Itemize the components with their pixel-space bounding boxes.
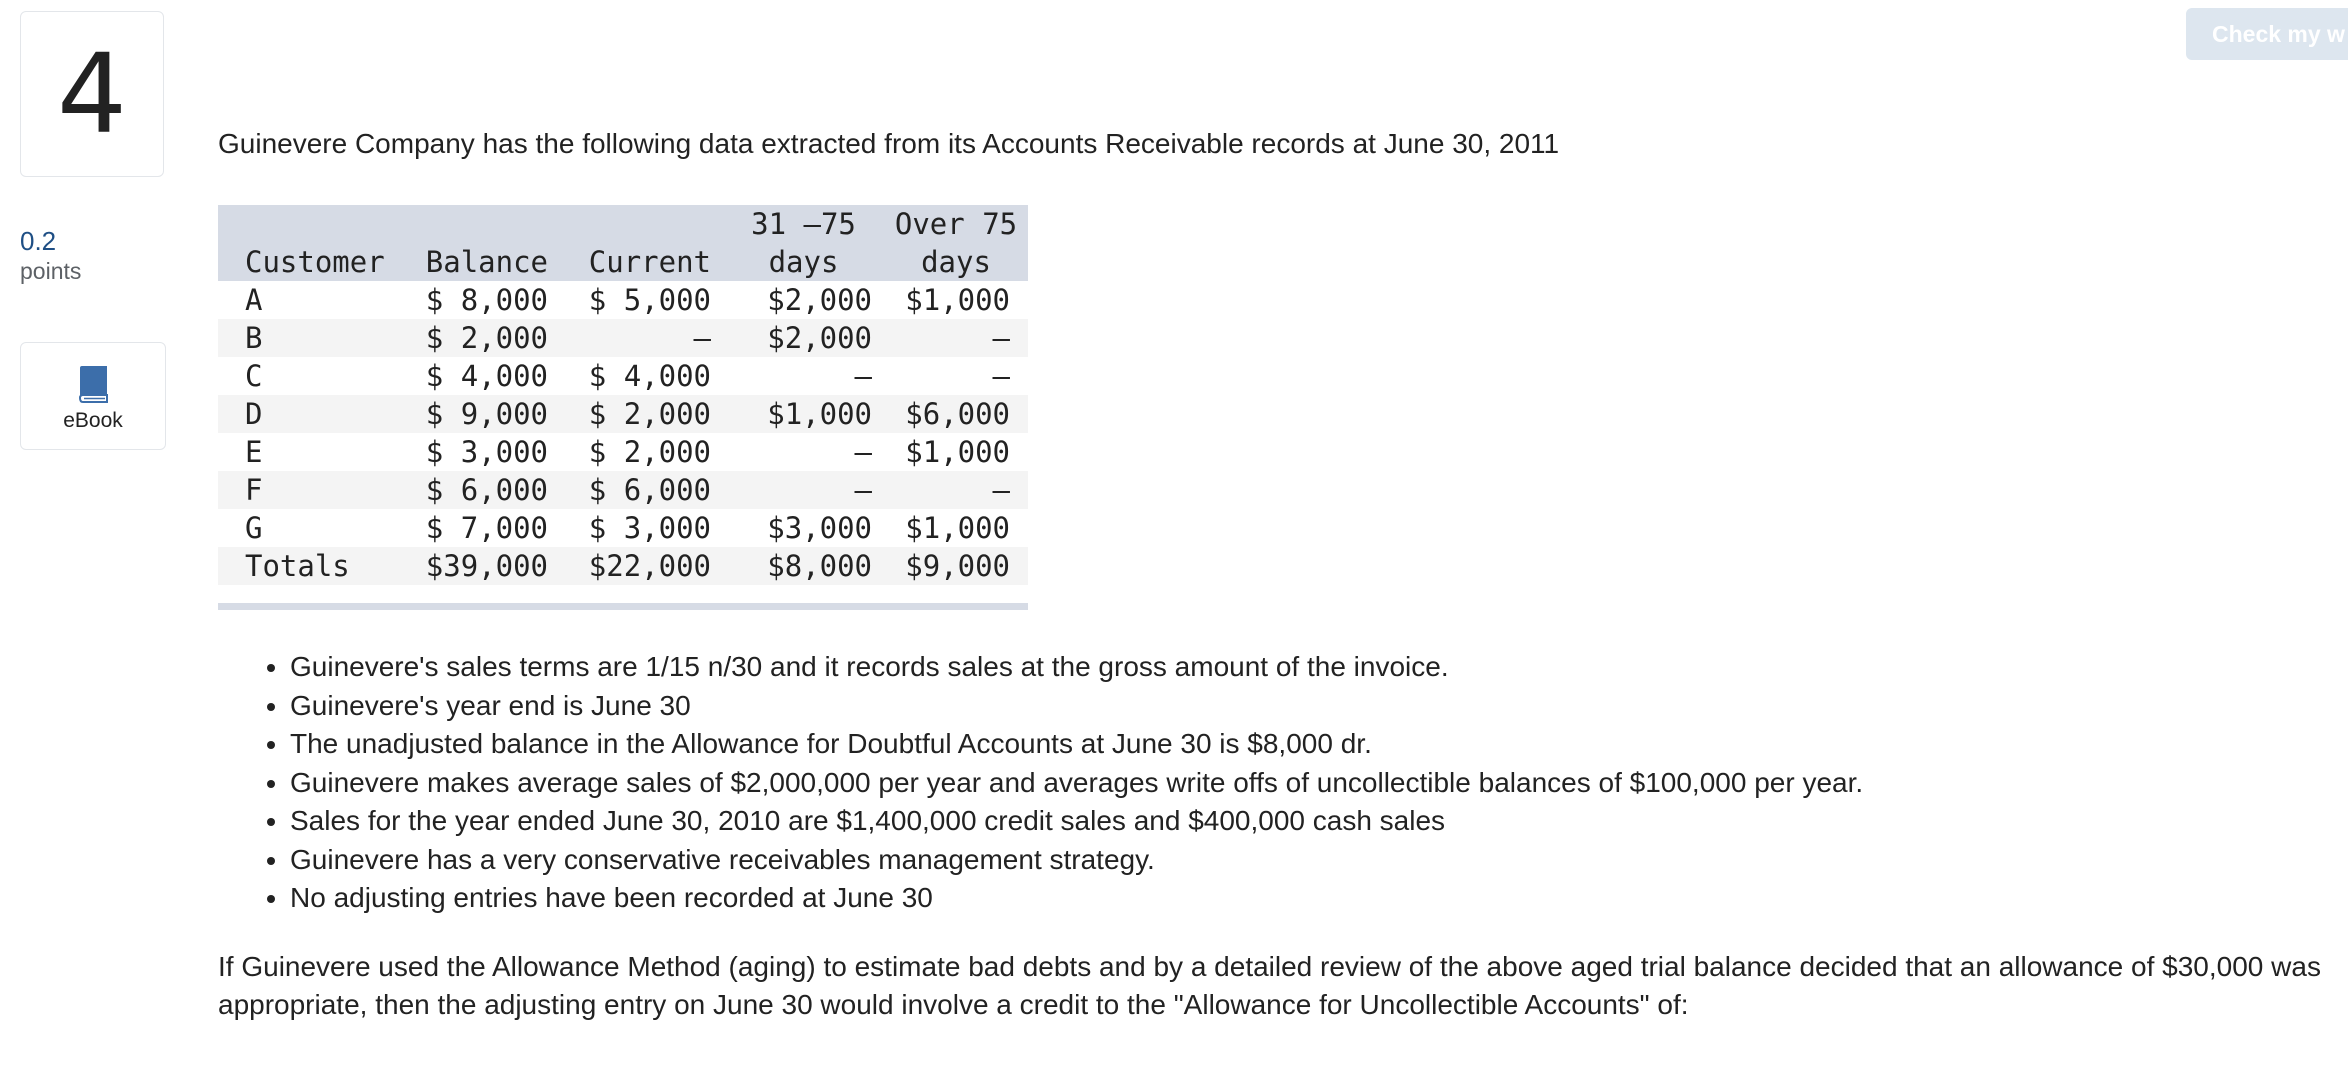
table-row: [218, 281, 1028, 319]
list-item: • The unadjusted balance in the Allowance for Doubtful Accounts at June 30 is $8,000 dr.: [290, 725, 1863, 764]
cell-31-75: $2,000: [767, 321, 872, 355]
cell-31-75: $2,000: [767, 283, 872, 317]
cell-current: –: [693, 321, 711, 355]
table-bottom-border: [218, 603, 1028, 610]
cell-customer: F: [245, 473, 263, 507]
list-item: • Guinevere has a very conservative receivables management strategy.: [290, 841, 1863, 880]
cell-balance: $ 2,000: [425, 321, 548, 355]
cell-balance: $ 7,000: [425, 511, 548, 545]
list-item: • Sales for the year ended June 30, 2010 are $1,400,000 credit sales and $400,000 cash sales: [290, 802, 1863, 841]
cell-31-75: –: [854, 473, 872, 507]
book-icon: [76, 365, 110, 403]
table-row: [218, 509, 1028, 547]
cell-over-75: –: [992, 321, 1010, 355]
points-block: [20, 226, 81, 286]
table-row: [218, 319, 1028, 357]
cell-balance: $ 6,000: [425, 473, 548, 507]
cell-customer: Totals: [245, 549, 350, 583]
header-customer: Customer: [245, 245, 385, 279]
points-label: points: [20, 258, 82, 284]
points-value: 0.2: [20, 226, 57, 256]
cell-over-75: $1,000: [905, 283, 1010, 317]
header-31-75-days: [723, 205, 884, 281]
cell-balance: $ 4,000: [425, 359, 548, 393]
cell-current: $22,000: [588, 549, 711, 583]
cell-31-75: –: [854, 359, 872, 393]
cell-over-75: $6,000: [905, 397, 1010, 431]
cell-current: $ 5,000: [588, 283, 711, 317]
cell-customer: E: [245, 435, 263, 469]
header-31-75-top: 31 –75: [751, 207, 856, 241]
cell-current: $ 2,000: [588, 435, 711, 469]
cell-customer: B: [245, 321, 263, 355]
check-my-work-button[interactable]: Check my w: [2186, 8, 2348, 60]
table-header-row: [218, 205, 1028, 281]
cell-31-75: $3,000: [767, 511, 872, 545]
header-balance: Balance: [425, 245, 548, 279]
list-item: • Guinevere makes average sales of $2,000,000 per year and averages write offs of uncollectible balances of $100,000 per year.: [290, 764, 1863, 803]
cell-over-75: $1,000: [905, 435, 1010, 469]
table-row-totals: [218, 547, 1028, 585]
aging-table: [218, 205, 1028, 610]
header-current: Current: [588, 245, 711, 279]
cell-31-75: $8,000: [767, 549, 872, 583]
header-31-75-bottom: days: [768, 245, 839, 279]
question-number: 4: [20, 11, 164, 177]
list-item: • No adjusting entries have been recorded at June 30: [290, 879, 1863, 918]
cell-balance: $ 8,000: [425, 283, 548, 317]
list-item: • Guinevere's sales terms are 1/15 n/30 and it records sales at the gross amount of the invoice.: [290, 648, 1863, 687]
cell-over-75: $1,000: [905, 511, 1010, 545]
ebook-label: eBook: [63, 409, 123, 432]
table-row: [218, 357, 1028, 395]
cell-current: $ 2,000: [588, 397, 711, 431]
cell-current: $ 3,000: [588, 511, 711, 545]
table-row: [218, 471, 1028, 509]
question-intro: Guinevere Company has the following data extracted from its Accounts Receivable records at June 30, 2011: [218, 128, 1560, 159]
cell-customer: G: [245, 511, 263, 545]
header-over-75-days: [884, 205, 1028, 281]
cell-balance: $ 9,000: [425, 397, 548, 431]
ebook-button[interactable]: [20, 342, 166, 450]
header-over-75-bottom: days: [921, 245, 991, 279]
cell-customer: A: [245, 283, 263, 317]
question-prompt: If Guinevere used the Allowance Method (aging) to estimate bad debts and by a detailed review of the above aged trial balance decided that an allowance of $30,000 was appropriate, then the adjusting entry on June 30 would involve a credit to the "Allowance for Uncollectible Accounts" of:: [218, 951, 2321, 1020]
cell-over-75: $9,000: [905, 549, 1010, 583]
cell-balance: $ 3,000: [425, 435, 548, 469]
table-row: [218, 433, 1028, 471]
cell-current: $ 4,000: [588, 359, 711, 393]
cell-31-75: –: [854, 435, 872, 469]
cell-over-75: –: [992, 473, 1010, 507]
table-row: [218, 395, 1028, 433]
cell-customer: D: [245, 397, 263, 431]
facts-list: [218, 648, 1863, 918]
cell-balance: $39,000: [425, 549, 548, 583]
cell-over-75: –: [992, 359, 1010, 393]
list-item: • Guinevere's year end is June 30: [290, 687, 1863, 726]
cell-31-75: $1,000: [767, 397, 872, 431]
cell-current: $ 6,000: [588, 473, 711, 507]
cell-customer: C: [245, 359, 263, 393]
header-over-75-top: Over 75: [894, 207, 1018, 241]
